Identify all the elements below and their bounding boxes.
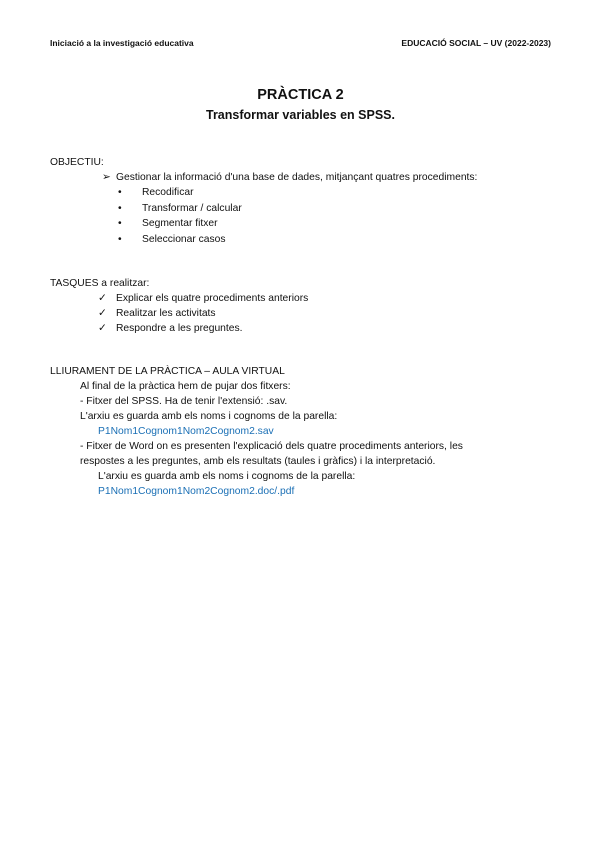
list-item	[118, 186, 194, 200]
list-item	[118, 233, 226, 247]
header-course: Iniciació a la investigació educativa	[50, 38, 194, 48]
objectiu-item-label: Transformar / calcular	[142, 203, 242, 214]
list-item	[98, 307, 216, 321]
list-item	[118, 202, 242, 216]
objectiu-heading: OBJECTIU:	[50, 157, 104, 168]
bullet-icon: •	[118, 218, 122, 229]
objectiu-item-label: Seleccionar casos	[142, 234, 226, 245]
check-icon: ✓	[98, 308, 107, 319]
bullet-icon: •	[118, 187, 122, 198]
word-filename: P1Nom1Cognom1Nom2Cognom2.doc/.pdf	[98, 486, 295, 497]
list-item	[98, 292, 308, 306]
arrow-bullet-icon: ➢	[102, 172, 111, 183]
bullet-icon: •	[118, 234, 122, 245]
spss-names-line: L'arxiu es guarda amb els noms i cognoms de la parella:	[80, 411, 338, 422]
objectiu-intro-item	[102, 171, 477, 185]
tasques-item-label: Realitzar les activitats	[116, 308, 216, 319]
objectiu-item-label: Segmentar fitxer	[142, 218, 218, 229]
header-program: EDUCACIÓ SOCIAL – UV (2022-2023)	[401, 38, 551, 48]
spss-file-line: - Fitxer del SPSS. Ha de tenir l'extensió: .sav.	[80, 396, 288, 407]
list-item	[118, 217, 218, 231]
page-title: PRÀCTICA 2	[257, 87, 344, 103]
page-subtitle: Transformar variables en SPSS.	[206, 108, 395, 122]
tasques-heading: TASQUES a realitzar:	[50, 278, 150, 289]
list-item	[98, 322, 243, 336]
tasques-item-label: Explicar els quatre procediments anteriors	[116, 293, 309, 304]
check-icon: ✓	[98, 323, 107, 334]
check-icon: ✓	[98, 293, 107, 304]
bullet-icon: •	[118, 203, 122, 214]
tasques-item-label: Respondre a les preguntes.	[116, 323, 243, 334]
lliurament-heading: LLIURAMENT DE LA PRÀCTICA – AULA VIRTUAL	[50, 366, 285, 377]
lliurament-intro: Al final de la pràctica hem de pujar dos fitxers:	[80, 381, 291, 392]
spss-filename: P1Nom1Cognom1Nom2Cognom2.sav	[98, 426, 274, 437]
objectiu-item-label: Recodificar	[142, 187, 194, 198]
objectiu-intro: Gestionar la informació d'una base de dades, mitjançant quatres procediments:	[116, 172, 478, 183]
word-names-line: L'arxiu es guarda amb els noms i cognoms de la parella:	[98, 471, 356, 482]
word-file-line: - Fitxer de Word on es presenten l'explicació dels quatre procediments anteriors, les	[80, 441, 463, 452]
word-file-line-cont: respostes a les preguntes, amb els resultats (taules i gràfics) i la interpretació.	[80, 456, 436, 467]
